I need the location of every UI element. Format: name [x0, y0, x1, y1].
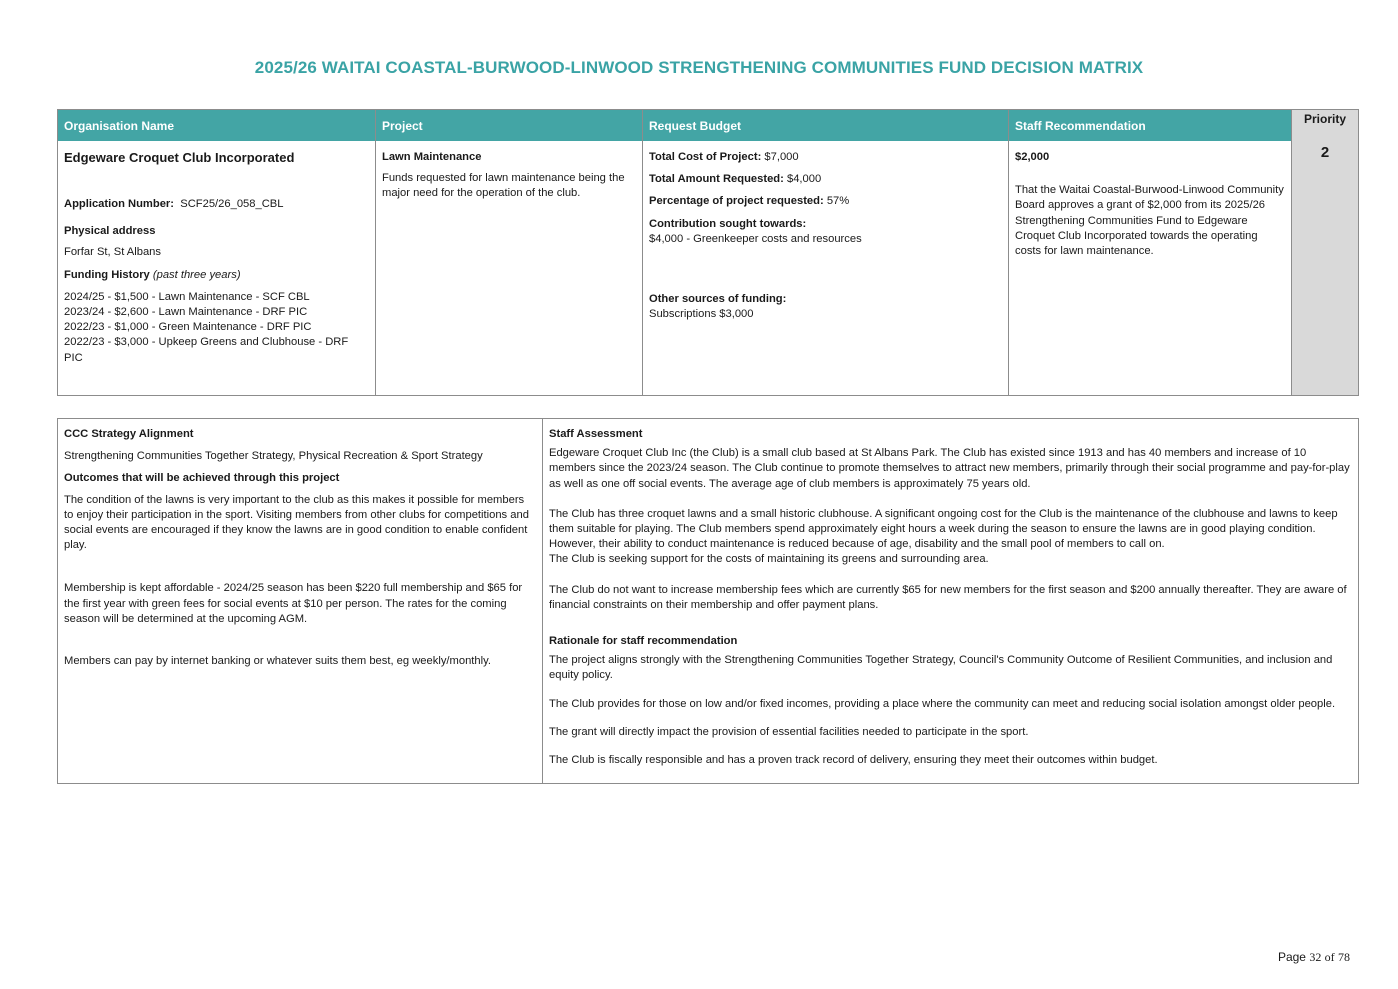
- rationale-paragraph: The grant will directly impact the provision of essential facilities needed to participate in the sport.: [549, 725, 1029, 738]
- organisation-name: Edgeware Croquet Club Incorporated: [64, 150, 295, 165]
- application-number: [64, 197, 369, 212]
- page-title: 2025/26 WAITAI COASTAL-BURWOOD-LINWOOD STRENGTHENING COMMUNITIES FUND DECISION MATRIX: [254, 58, 1144, 77]
- percentage-requested-value: 57%: [826, 195, 850, 208]
- page-total: 78: [1338, 950, 1350, 964]
- rationale-paragraph: The project aligns strongly with the Strengthening Communities Together Strategy, Council's Community Outcome of Resilient Communities, and inclusion and equity policy.: [549, 654, 1333, 682]
- other-sources-label: Other sources of funding:: [649, 293, 787, 306]
- priority-column: [1292, 110, 1358, 395]
- total-cost-value: $7,000: [764, 151, 799, 163]
- recommendation-column: [1009, 110, 1292, 395]
- rationale-paragraph: The Club is fiscally responsible and has a proven track record of delivery, ensuring they meet their outcomes within budget.: [549, 754, 1158, 767]
- assessment-table: [57, 418, 1359, 784]
- contribution-label: Contribution sought towards:: [649, 217, 807, 230]
- recommendation-text: That the Waitai Coastal-Burwood-Linwood Community Board approves a grant of $2,000 from its 2025/26 Strengthening Communities Fund to Edgeware Croquet Club Incorporated towards the operating costs for lawn maintenance.: [1015, 184, 1284, 258]
- staff-assessment-paragraph: The Club is seeking support for the costs of maintaining its greens and surrounding area.: [549, 553, 989, 566]
- page-word: Page: [1277, 950, 1306, 964]
- outcomes-label: Outcomes that will be achieved through this project: [64, 472, 340, 485]
- percentage-requested: [649, 194, 1002, 209]
- outcome-paragraph: Members can pay by internet banking or whatever suits them best, eg weekly/monthly.: [64, 655, 491, 668]
- staff-assessment-label: Staff Assessment: [549, 428, 643, 440]
- funding-history-item: 2022/23 - $3,000 - Upkeep Greens and Clubhouse - DRF PIC: [64, 336, 349, 364]
- priority-value: 2: [1320, 144, 1330, 161]
- percentage-requested-label: Percentage of project requested:: [649, 195, 824, 208]
- funding-history-item: 2024/25 - $1,500 - Lawn Maintenance - SCF CBL: [64, 290, 310, 303]
- contribution-value: $4,000 - Greenkeeper costs and resources: [649, 232, 862, 245]
- funding-history-item: 2023/24 - $2,600 - Lawn Maintenance - DRF PIC: [64, 306, 308, 319]
- recommendation-header: Staff Recommendation: [1009, 110, 1291, 141]
- project-header: Project: [376, 110, 642, 141]
- physical-address-label: Physical address: [64, 225, 156, 238]
- strategy-alignment: Strengthening Communities Together Strategy, Physical Recreation & Sport Strategy: [64, 450, 483, 463]
- strategy-alignment-cell: [58, 419, 543, 783]
- project-column: [376, 110, 643, 395]
- page-number: [1278, 950, 1350, 965]
- staff-assessment-cell: [543, 419, 1358, 783]
- funding-history-note: (past three years): [152, 268, 241, 281]
- budget-header: Request Budget: [643, 110, 1008, 141]
- decision-matrix-table: [57, 109, 1359, 396]
- budget-column: [643, 110, 1009, 395]
- staff-assessment-paragraph: Edgeware Croquet Club Inc (the Club) is a small club based at St Albans Park. The Club has existed since 1913 and has 40 members and increase of 10 members since the 2023/24 season. The Club continue to promote themselves to attract new members, primarily through their social programme and pay-for-play as well as one off social events. The average age of club members is approximately 75 years old.: [549, 447, 1350, 490]
- outcome-paragraph: Membership is kept affordable - 2024/25 season has been $220 full membership and $65 for the first year with green fees for social events at $10 per person. The rates for the coming season will be determined at the upcoming AGM.: [64, 582, 523, 625]
- organisation-column: [58, 110, 376, 395]
- rationale-label: Rationale for staff recommendation: [549, 635, 738, 648]
- amount-requested: [649, 172, 1002, 187]
- application-number-value: SCF25/26_058_CBL: [180, 198, 284, 210]
- rationale-paragraph: The Club provides for those on low and/or fixed incomes, providing a place where the community can meet and reducing social isolation amongst older people.: [549, 697, 1336, 710]
- organisation-header: Organisation Name: [58, 110, 375, 141]
- outcome-paragraph: The condition of the lawns is very important to the club as this makes it possible for members to enjoy their participation in the sport. Visiting members from other clubs for competitions and social events are encouraged if they know the lawns are in good condition to enable confident play.: [64, 493, 529, 552]
- physical-address: Forfar St, St Albans: [64, 246, 161, 259]
- amount-requested-value: $4,000: [786, 173, 822, 186]
- priority-header: Priority: [1303, 112, 1346, 126]
- application-number-label: Application Number:: [64, 198, 175, 210]
- funding-history-item: 2022/23 - $1,000 - Green Maintenance - DRF PIC: [64, 321, 312, 334]
- page-of: of: [1324, 950, 1335, 964]
- funding-history-heading: [64, 268, 369, 283]
- staff-assessment-paragraph: The Club has three croquet lawns and a small historic clubhouse. A significant ongoing cost for the Club is the maintenance of the clubhouse and lawns to keep them suitable for playing. The Club members spend approximately eight hours a week during the season to ensure the lawns are in good playing condition. However, their ability to conduct maintenance is reduced because of age, disability and the small pool of members to call on.: [549, 507, 1338, 551]
- project-name: Lawn Maintenance: [382, 151, 482, 163]
- funding-history-list: [64, 290, 369, 366]
- amount-requested-label: Total Amount Requested:: [649, 173, 784, 186]
- strategy-alignment-label: CCC Strategy Alignment: [64, 428, 194, 440]
- staff-assessment-paragraph: The Club do not want to increase membership fees which are currently $65 for new members for the first season and $200 annually thereafter. They are aware of financial constraints on their membership and offer payment plans.: [549, 583, 1347, 611]
- total-cost: [649, 150, 1002, 165]
- project-description: Funds requested for lawn maintenance being the major need for the operation of the club.: [382, 172, 625, 200]
- total-cost-label: Total Cost of Project:: [649, 151, 762, 163]
- recommendation-amount: $2,000: [1015, 151, 1050, 163]
- funding-history-label: Funding History: [64, 268, 150, 281]
- other-sources-value: Subscriptions $3,000: [649, 308, 754, 321]
- page-current: 32: [1309, 950, 1322, 964]
